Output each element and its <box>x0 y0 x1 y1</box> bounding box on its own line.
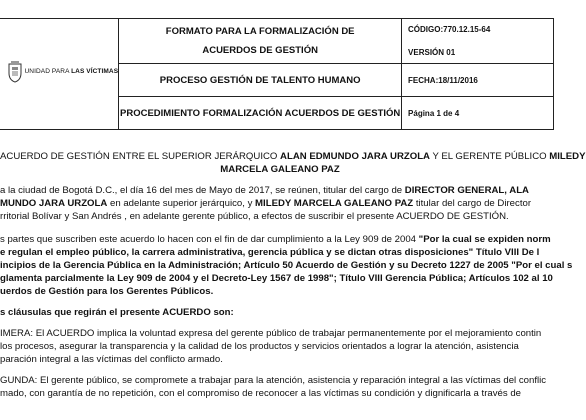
agreement-title-line1 <box>0 151 586 163</box>
title-line2-text: MARCELA GALEANO PAZ <box>220 164 340 175</box>
header-table <box>0 18 554 130</box>
clause1-line2: los procesos, asegurar la transparencia y la calidad de los productos y servicios orientados a lograr la atención, asistencia <box>0 341 519 352</box>
paragraph2-line2 <box>0 247 539 259</box>
agency-name-prefix: UNIDAD PARA <box>24 67 70 75</box>
paragraph2-line1 <box>0 234 551 246</box>
title-part-c: Y EL GERENTE PÚBLICO <box>430 151 550 162</box>
p1-l1-text: a la ciudad de Bogotá D.C., el día 16 del mes de Mayo de 2017, se reúnen, titular del cargo de <box>0 185 405 196</box>
process-cell <box>119 64 402 97</box>
clause2-line1: GUNDA: El gerente público, se compromete a trabajar para la atención, asistencia y reparación integral a las víctimas del conflic <box>0 375 547 386</box>
p1-l2-text-b: en adelante superior jerárquico, y <box>107 198 256 209</box>
procedure-cell <box>119 97 402 130</box>
procedure-text: PROCEDIMIENTO FORMALIZACIÓN ACUERDOS DE GESTIÓN <box>120 107 401 119</box>
format-title-line1: FORMATO PARA LA FORMALIZACIÓN DE <box>165 26 355 37</box>
title-part-d: MILEDY <box>549 151 586 162</box>
agency-name <box>25 68 119 75</box>
date-text: FECHA:18/11/2016 <box>408 75 478 85</box>
p1-l1-bold: DIRECTOR GENERAL, ALA <box>404 185 529 196</box>
paragraph1-line3: rritorial Bolívar y San Andrés , en adelante gerente público, a efectos de suscribir el presente ACUERDO DE GESTIÓN. <box>0 211 509 222</box>
clause1-line1: IMERA: El ACUERDO implica la voluntad expresa del gerente público de trabajar permanentemente por el mejoramiento contin <box>0 328 542 339</box>
p2-l4-bold: glamenta parcialmente la Ley 909 de 2004 y el Decreto-Ley 1567 de 1998"; Título VIII Gerencia Pública; Artículos 102 al 10 <box>0 273 553 284</box>
coat-of-arms-icon <box>7 61 23 83</box>
title-part-a: ACUERDO DE GESTIÓN ENTRE EL SUPERIOR JERÁRQUICO <box>0 151 281 162</box>
code-text: CÓDIGO:770.12.15-64 <box>408 25 491 34</box>
version-text: VERSIÓN 01 <box>408 48 456 57</box>
paragraph1-line1 <box>0 185 529 197</box>
p2-l1-text: s partes que suscriben este acuerdo lo hacen con el fin de dar cumplimiento a la Ley 909 de 2004 <box>0 234 419 245</box>
format-title-cell <box>119 19 402 64</box>
paragraph2-line5 <box>0 286 213 298</box>
code-version-cell <box>402 19 554 64</box>
p2-l3-bold: incipios de la Gerencia Pública en la Administración; Artículo 50 Acuerdo de Gestión y su Decreto 1227 de 2005 "Por el cual s <box>0 260 573 271</box>
logo <box>0 19 127 129</box>
title-part-b: ALAN EDMUNDO JARA URZOLA <box>280 151 430 162</box>
agency-name-bold: LAS VÍCTIMAS <box>71 67 119 75</box>
agreement-title-line2 <box>0 164 560 176</box>
page-cell <box>402 97 554 130</box>
clauses-intro-text: s cláusulas que regirán el presente ACUERDO son: <box>0 307 234 318</box>
p2-l2-bold: e regulan el empleo público, la carrera administrativa, gerencia pública y se dictan otras disposiciones" Título VIII De l <box>0 247 540 258</box>
date-cell <box>402 64 554 97</box>
document-body <box>0 148 586 420</box>
p1-l2-bold-c: MILEDY MARCELA GALEANO PAZ <box>255 198 414 209</box>
paragraph2-line3 <box>0 260 572 272</box>
clause1-line3: paración integral a las víctimas del conflicto armado. <box>0 354 223 365</box>
p1-l2-bold-a: MUNDO JARA URZOLA <box>0 198 108 209</box>
p2-l5-bold: uerdos de Gestión para los Gerentes Públicos. <box>0 286 214 297</box>
format-title-line2: ACUERDOS DE GESTIÓN <box>202 45 318 56</box>
page-number: Página 1 de 4 <box>408 108 460 118</box>
clauses-intro <box>0 307 234 319</box>
paragraph1-line2 <box>0 198 531 210</box>
p2-l1-bold: "Por la cual se expiden norm <box>418 234 551 245</box>
logo-cell <box>0 19 119 130</box>
paragraph2-line4 <box>0 273 553 285</box>
process-text: PROCESO GESTIÓN DE TALENTO HUMANO <box>159 74 361 86</box>
document-header <box>0 18 560 130</box>
p1-l2-text-d: titular del cargo de Director <box>413 198 532 209</box>
clause2-line2: mado, con garantía de no repetición, con el compromiso de reconocer a las víctimas su condición y dignificarla a través de <box>0 388 521 399</box>
